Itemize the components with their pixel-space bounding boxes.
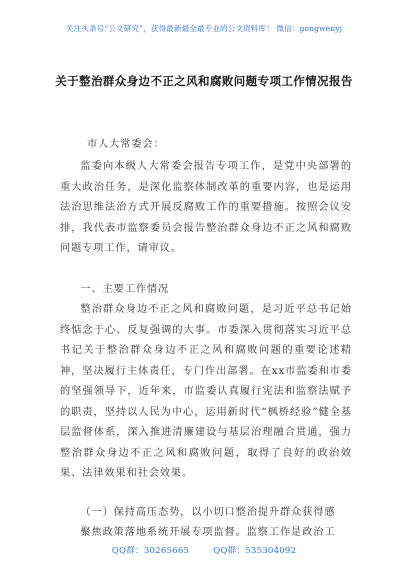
section-paragraph: 整治群众身边不正之风和腐败问题，是习近平总书记始终惦念于心、反复强调的大事。市委深入贯彻落实习近平总书记关于整治群众身边不正之风和腐败问题的重要论述精神，坚决履行主体责任，专门作出部署。在xx市监委和市委的坚强领导下，近年来，市监委认真履行宪法和监察法赋予的职责，坚持以人民为中心，运用新时代“枫桥经验”健全基层监督体系，深入推进清廉建设与基层治理融合贯通，强力整治群众身边不正之风和腐败问题，取得了良好的政治效果、法律效果和社会效果。	[60, 304, 352, 479]
subsection-block	[60, 503, 352, 524]
footer-qq-group-2: QQ群：535304092	[213, 546, 297, 556]
subsection-body-block	[60, 523, 352, 543]
footer-qq-group-1: QQ群：30265665	[111, 546, 190, 556]
section-heading: 一、主要工作情况	[80, 284, 170, 295]
footer-banner	[0, 544, 408, 556]
document-title: 关于整治群众身边不正之风和腐败问题专项工作情况报告	[55, 74, 353, 88]
salutation: 市人大常委会：	[87, 139, 165, 150]
subsection-heading: （一）保持高压态势，以小切口整治提升群众获得感	[80, 507, 336, 518]
intro-paragraph: 监委向本级人大常委会报告专项工作，是党中央部署的重大政治任务，是深化监察体制改革的重要内容，也是运用法治思维法治方式开展反腐败工作的重要措施。按照会议安排，我代表市监察委员会报告整治群众身边不正之风和腐败问题专项工作，请审议。	[60, 161, 352, 254]
intro-block	[60, 157, 352, 260]
header-banner: 关注头条号“公文研究”，获得最新最全最专业的公文资料库！ 微信：gongwenyj	[65, 24, 343, 33]
section-body-block	[60, 300, 352, 485]
section-block	[60, 280, 352, 301]
subsection-paragraph: 聚焦政策落地系统开展专项监督。监察工作是政治工	[80, 527, 336, 538]
